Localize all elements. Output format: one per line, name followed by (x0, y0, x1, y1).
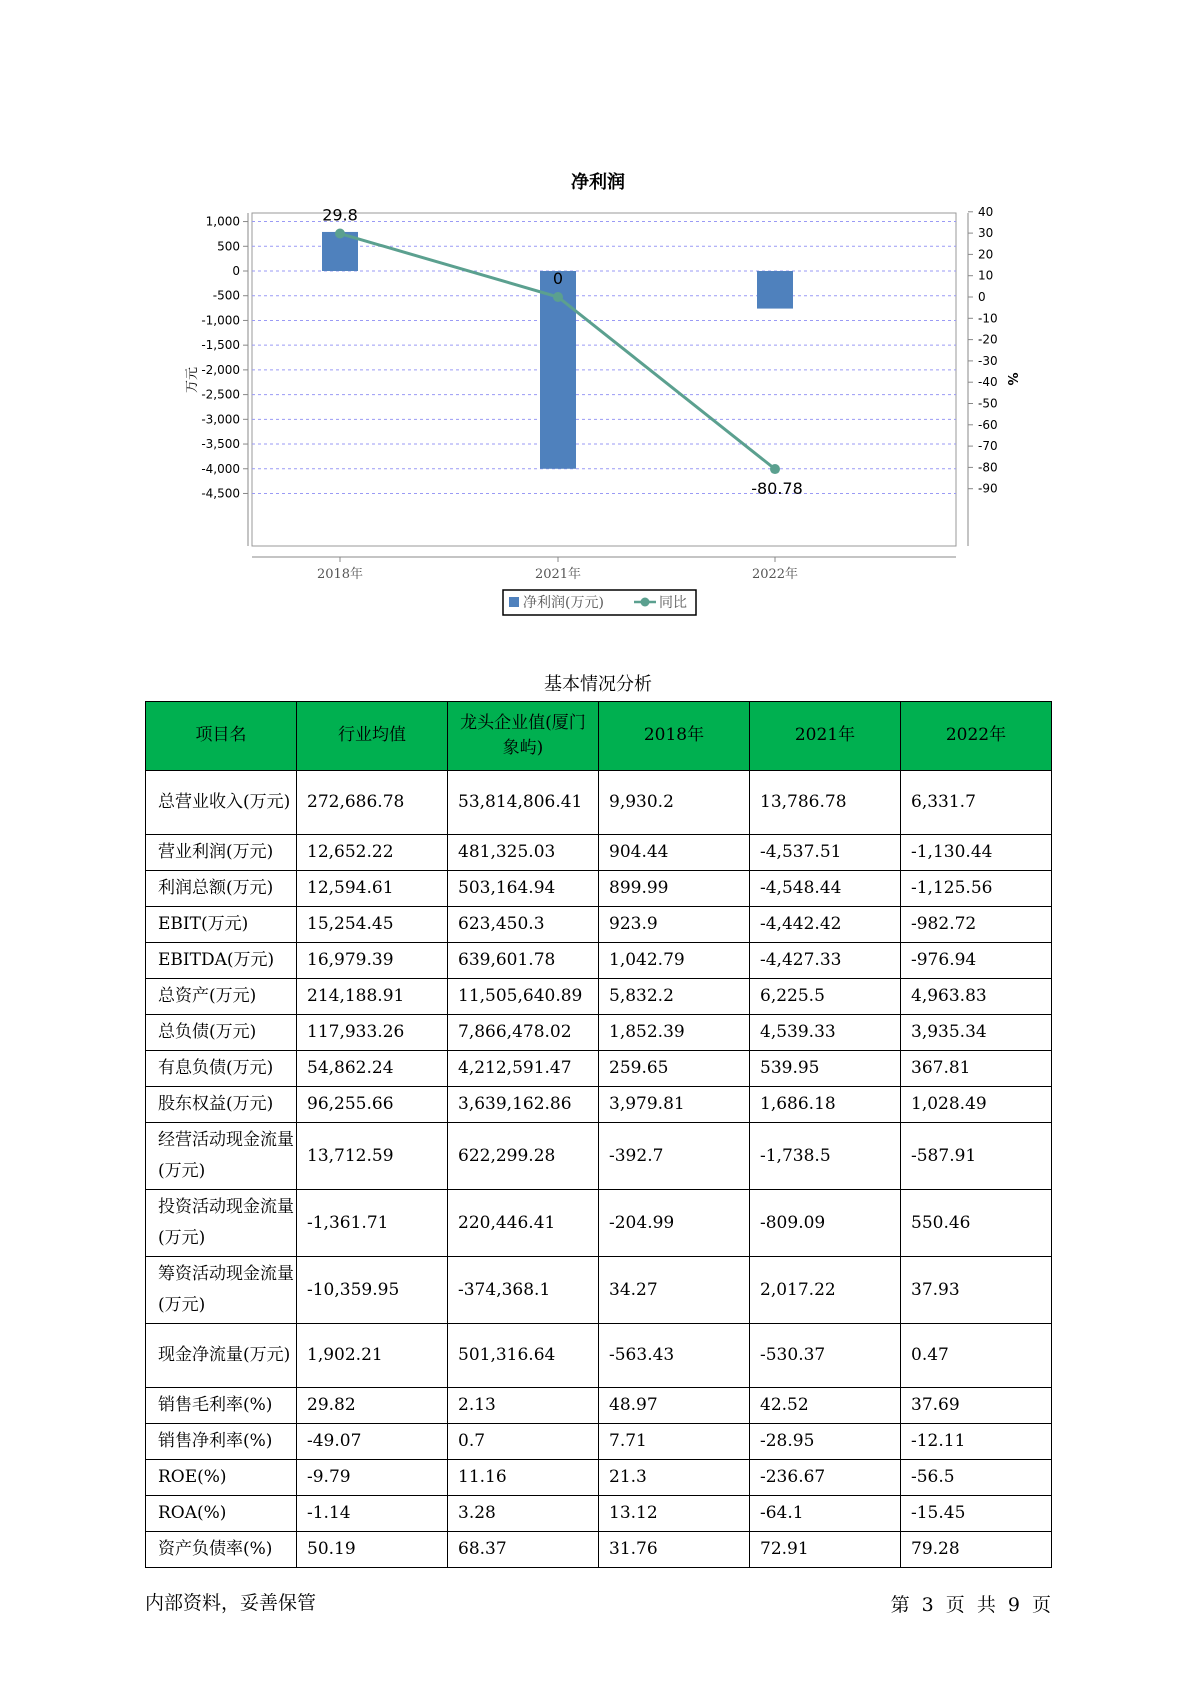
basic-analysis-table (145, 701, 1052, 1568)
value-cell: 2.13 (448, 1388, 599, 1424)
value-cell: 29.82 (297, 1388, 448, 1424)
legend-line-marker (641, 598, 650, 607)
row-label-cell: 销售毛利率(%) (146, 1388, 297, 1424)
table-row (146, 1087, 1052, 1123)
value-cell: -64.1 (750, 1496, 901, 1532)
value-cell: -4,442.42 (750, 907, 901, 943)
value-cell: -1,738.5 (750, 1123, 901, 1190)
value-cell: 5,832.2 (599, 979, 750, 1015)
footer-page-number: 第 3 页 共 9 页 (890, 1594, 1051, 1616)
legend-bar-label: 净利润(万元) (523, 595, 604, 611)
left-tick-label: -1,000 (201, 313, 240, 328)
header-industry-avg: 行业均值 (297, 702, 448, 771)
left-axis-label: 万元 (185, 366, 200, 394)
value-cell: 622,299.28 (448, 1123, 599, 1190)
value-cell: 1,028.49 (901, 1087, 1052, 1123)
row-label-cell: 有息负债(万元) (146, 1051, 297, 1087)
value-cell: 16,979.39 (297, 943, 448, 979)
value-cell: 0.47 (901, 1324, 1052, 1388)
left-tick-label: 500 (217, 239, 240, 254)
right-tick-label: 10 (978, 268, 994, 283)
value-cell: -976.94 (901, 943, 1052, 979)
row-label-cell: 筹资活动现金流量(万元) (146, 1257, 297, 1324)
value-cell: -4,427.33 (750, 943, 901, 979)
legend (503, 590, 696, 615)
value-cell: 3,639,162.86 (448, 1087, 599, 1123)
table-caption: 基本情况分析 (544, 674, 652, 695)
row-label-cell: 现金净流量(万元) (146, 1324, 297, 1388)
row-label-cell: 营业利润(万元) (146, 835, 297, 871)
right-axis-ticks (968, 205, 998, 496)
net-profit-chart (0, 0, 1191, 630)
value-cell: 12,652.22 (297, 835, 448, 871)
header-item-name: 项目名 (146, 702, 297, 771)
yoy-point (770, 464, 780, 474)
right-tick-label: -80 (978, 460, 998, 475)
legend-line-label: 同比 (659, 595, 687, 611)
value-cell: 9,930.2 (599, 771, 750, 835)
value-cell: -15.45 (901, 1496, 1052, 1532)
value-cell: -809.09 (750, 1190, 901, 1257)
value-cell: 639,601.78 (448, 943, 599, 979)
value-cell: -12.11 (901, 1424, 1052, 1460)
left-tick-label: -4,500 (201, 486, 240, 501)
right-tick-label: -90 (978, 481, 998, 496)
value-cell: -49.07 (297, 1424, 448, 1460)
value-cell: -204.99 (599, 1190, 750, 1257)
row-label-cell: ROA(%) (146, 1496, 297, 1532)
table-row (146, 1190, 1052, 1257)
value-cell: 1,042.79 (599, 943, 750, 979)
row-label-cell: ROE(%) (146, 1460, 297, 1496)
value-cell: 539.95 (750, 1051, 901, 1087)
value-cell: 623,450.3 (448, 907, 599, 943)
table-row (146, 771, 1052, 835)
value-cell: 904.44 (599, 835, 750, 871)
value-cell: -1.14 (297, 1496, 448, 1532)
value-cell: -563.43 (599, 1324, 750, 1388)
table-row (146, 979, 1052, 1015)
value-cell: 7.71 (599, 1424, 750, 1460)
yoy-point (553, 292, 563, 302)
value-cell: 220,446.41 (448, 1190, 599, 1257)
value-cell: -1,130.44 (901, 835, 1052, 871)
table-row (146, 1532, 1052, 1568)
value-cell: 1,902.21 (297, 1324, 448, 1388)
value-cell: 501,316.64 (448, 1324, 599, 1388)
yoy-data-label: 29.8 (322, 205, 358, 225)
right-axis-label: % (1004, 372, 1019, 386)
value-cell: -236.67 (750, 1460, 901, 1496)
left-tick-label: 0 (232, 264, 240, 278)
value-cell: -28.95 (750, 1424, 901, 1460)
value-cell: 1,686.18 (750, 1087, 901, 1123)
row-label-cell: 总资产(万元) (146, 979, 297, 1015)
right-tick-label: 40 (978, 204, 994, 219)
value-cell: 54,862.24 (297, 1051, 448, 1087)
yoy-data-label: -80.78 (751, 479, 803, 499)
value-cell: 15,254.45 (297, 907, 448, 943)
left-tick-label: -500 (212, 288, 240, 303)
right-tick-label: 20 (978, 247, 994, 262)
yoy-point (335, 229, 345, 239)
right-tick-label: -70 (978, 439, 998, 454)
table-row (146, 907, 1052, 943)
value-cell: 13.12 (599, 1496, 750, 1532)
value-cell: 481,325.03 (448, 835, 599, 871)
value-cell: 117,933.26 (297, 1015, 448, 1051)
value-cell: 6,331.7 (901, 771, 1052, 835)
value-cell: 37.93 (901, 1257, 1052, 1324)
value-cell: 11,505,640.89 (448, 979, 599, 1015)
x-tick-label: 2022年 (751, 567, 799, 582)
value-cell: 50.19 (297, 1532, 448, 1568)
row-label-cell: 利润总额(万元) (146, 871, 297, 907)
value-cell: 42.52 (750, 1388, 901, 1424)
value-cell: 13,786.78 (750, 771, 901, 835)
value-cell: 4,963.83 (901, 979, 1052, 1015)
table-row (146, 943, 1052, 979)
value-cell: 899.99 (599, 871, 750, 907)
right-tick-label: -60 (978, 417, 998, 432)
value-cell: 3,935.34 (901, 1015, 1052, 1051)
value-cell: 21.3 (599, 1460, 750, 1496)
row-label-cell: 总负债(万元) (146, 1015, 297, 1051)
value-cell: -530.37 (750, 1324, 901, 1388)
table-row (146, 1015, 1052, 1051)
header-2021: 2021年 (750, 702, 901, 771)
table-row (146, 1496, 1052, 1532)
right-tick-label: -10 (978, 311, 998, 326)
header-2018: 2018年 (599, 702, 750, 771)
table-row (146, 871, 1052, 907)
value-cell: 367.81 (901, 1051, 1052, 1087)
table-row (146, 1324, 1052, 1388)
row-label-cell: 总营业收入(万元) (146, 771, 297, 835)
x-tick-label: 2021年 (534, 567, 582, 582)
value-cell: 79.28 (901, 1532, 1052, 1568)
x-tick-label: 2018年 (316, 567, 364, 582)
header-leader-value: 龙头企业值(厦门象屿) (448, 702, 599, 771)
left-tick-label: -1,500 (201, 338, 240, 353)
left-tick-label: -2,500 (201, 387, 240, 402)
value-cell: 550.46 (901, 1190, 1052, 1257)
right-tick-label: 30 (978, 226, 994, 241)
value-cell: 31.76 (599, 1532, 750, 1568)
value-cell: 0.7 (448, 1424, 599, 1460)
value-cell: 3.28 (448, 1496, 599, 1532)
value-cell: 68.37 (448, 1532, 599, 1568)
left-tick-label: -4,000 (201, 461, 240, 476)
value-cell: -392.7 (599, 1123, 750, 1190)
value-cell: -4,548.44 (750, 871, 901, 907)
table-row (146, 1424, 1052, 1460)
value-cell: -56.5 (901, 1460, 1052, 1496)
value-cell: 13,712.59 (297, 1123, 448, 1190)
value-cell: 7,866,478.02 (448, 1015, 599, 1051)
value-cell: -374,368.1 (448, 1257, 599, 1324)
value-cell: 272,686.78 (297, 771, 448, 835)
right-tick-label: -50 (978, 396, 998, 411)
value-cell: 4,212,591.47 (448, 1051, 599, 1087)
value-cell: -4,537.51 (750, 835, 901, 871)
table-row (146, 1257, 1052, 1324)
value-cell: 12,594.61 (297, 871, 448, 907)
value-cell: 11.16 (448, 1460, 599, 1496)
x-axis-ticks (317, 557, 798, 582)
left-axis-ticks (201, 215, 248, 501)
value-cell: 34.27 (599, 1257, 750, 1324)
value-cell: -587.91 (901, 1123, 1052, 1190)
value-cell: 1,852.39 (599, 1015, 750, 1051)
table-row (146, 835, 1052, 871)
value-cell: -9.79 (297, 1460, 448, 1496)
left-tick-label: 1,000 (205, 214, 240, 229)
header-2022: 2022年 (901, 702, 1052, 771)
left-tick-label: -3,000 (201, 412, 240, 427)
right-tick-label: 0 (978, 290, 986, 304)
right-tick-label: -30 (978, 353, 998, 368)
value-cell: 72.91 (750, 1532, 901, 1568)
left-tick-label: -3,500 (201, 437, 240, 452)
table-row (146, 1051, 1052, 1087)
value-cell: 2,017.22 (750, 1257, 901, 1324)
value-cell: 96,255.66 (297, 1087, 448, 1123)
bar-2022 (757, 271, 793, 309)
table-row (146, 1460, 1052, 1496)
row-label-cell: 资产负债率(%) (146, 1532, 297, 1568)
value-cell: 214,188.91 (297, 979, 448, 1015)
row-label-cell: 销售净利率(%) (146, 1424, 297, 1460)
value-cell: -1,125.56 (901, 871, 1052, 907)
table-row (146, 1388, 1052, 1424)
footer-confidential-note: 内部资料，妥善保管 (145, 1592, 317, 1614)
value-cell: 4,539.33 (750, 1015, 901, 1051)
value-cell: -10,359.95 (297, 1257, 448, 1324)
right-tick-label: -40 (978, 375, 998, 390)
yoy-data-label: 0 (552, 269, 564, 288)
value-cell: 503,164.94 (448, 871, 599, 907)
value-cell: 6,225.5 (750, 979, 901, 1015)
value-cell: -1,361.71 (297, 1190, 448, 1257)
value-cell: 259.65 (599, 1051, 750, 1087)
chart-title: 净利润 (571, 172, 625, 193)
table-row (146, 1123, 1052, 1190)
value-cell: 53,814,806.41 (448, 771, 599, 835)
row-label-cell: 投资活动现金流量(万元) (146, 1190, 297, 1257)
value-cell: 37.69 (901, 1388, 1052, 1424)
legend-bar-swatch (509, 597, 519, 607)
value-cell: 48.97 (599, 1388, 750, 1424)
value-cell: 3,979.81 (599, 1087, 750, 1123)
table-header-row (146, 702, 1052, 771)
row-label-cell: EBIT(万元) (146, 907, 297, 943)
value-cell: -982.72 (901, 907, 1052, 943)
value-cell: 923.9 (599, 907, 750, 943)
right-tick-label: -20 (978, 332, 998, 347)
left-tick-label: -2,000 (201, 362, 240, 377)
row-label-cell: 股东权益(万元) (146, 1087, 297, 1123)
row-label-cell: 经营活动现金流量(万元) (146, 1123, 297, 1190)
row-label-cell: EBITDA(万元) (146, 943, 297, 979)
